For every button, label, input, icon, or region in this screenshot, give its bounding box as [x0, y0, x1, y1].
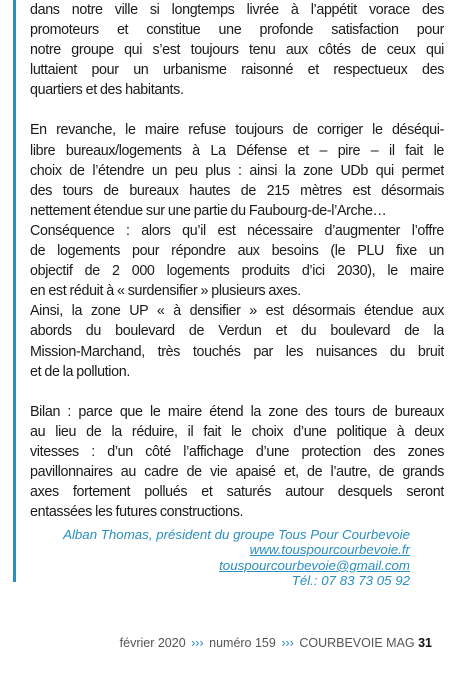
accent-side-rule: [13, 0, 16, 582]
author-credit: Alban Thomas, président du groupe Tous Pour Courbevoie: [63, 527, 410, 542]
text-line: entassées les futures constructions.: [30, 504, 244, 521]
text-line: Ainsi, la zone UP « à densifier » est désormais étendue aux: [30, 303, 444, 320]
footer-separator-icon: ›››: [191, 636, 204, 650]
text-line: vitesses : d’un côté l’affichage d’une protection des zones: [30, 443, 444, 460]
text-line: axes fortement pollués et saturés autour desquels seront: [30, 484, 444, 501]
text-line: en est réduit à « surdensifier » plusieurs axes.: [30, 283, 301, 300]
text-line: et de la pollution.: [30, 363, 130, 380]
text-line: libre bureaux/logements à La Défense et – pire – il fait le: [30, 142, 444, 159]
website-link[interactable]: www.touspourcourbevoie.fr: [249, 542, 410, 558]
paragraph-1: [30, 0, 444, 100]
email-link[interactable]: touspourcourbevoie@gmail.com: [219, 557, 410, 573]
article-body: [30, 0, 444, 522]
text-line: des tours de bureaux hautes de 215 mètres est désormais: [30, 182, 444, 199]
text-line: notre groupe qui s’est toujours tenu aux côtés de ceux qui: [30, 42, 444, 59]
text-line: Mission-Marchand, très touchés par les nuisances du bruit: [30, 343, 444, 360]
footer-date: février 2020: [119, 636, 186, 650]
text-line: nettement étendue sur une partie du Faubourg-de-l’Arche…: [30, 202, 387, 219]
footer-issue: numéro 159: [209, 636, 276, 650]
footer-separator-icon: ›››: [281, 636, 294, 650]
text-line: au lieu de la réduire, il fait le choix d’une politique à deux: [30, 423, 444, 440]
text-line: choix de l’étendre un peu plus : ainsi la zone UDb qui permet: [30, 162, 444, 179]
text-line: quartiers et des habitants.: [30, 82, 184, 99]
paragraph-2: [30, 120, 444, 381]
signature-block: [30, 527, 410, 589]
page-footer: [120, 636, 432, 650]
paragraph-3: [30, 402, 444, 523]
footer-magazine: COURBEVOIE MAG: [299, 636, 415, 650]
paragraph-gap: [30, 100, 444, 120]
paragraph-gap: [30, 382, 444, 402]
text-line: Bilan : parce que le maire étend la zone des tours de bureaux: [30, 403, 444, 420]
page-number: 31: [418, 636, 432, 650]
text-line: En revanche, le maire refuse toujours de corriger le déséqui-: [30, 122, 444, 139]
text-line: Conséquence : alors qu’il est nécessaire d’augmenter l’offre: [30, 222, 444, 239]
text-line: objectif de 2 000 logements produits d’ici 2030), le maire: [30, 263, 444, 280]
text-line: luttaient pour un urbanisme raisonné et respectueux des: [30, 62, 444, 79]
phone-number: Tél.: 07 83 73 05 92: [291, 573, 410, 589]
text-line: de logements pour répondre aux besoins (le PLU fixe un: [30, 243, 444, 260]
text-line: dans notre ville si longtemps livrée à l’appétit vorace des: [30, 2, 444, 18]
text-line: promoteurs et constitue une profonde satisfaction pour: [30, 22, 444, 39]
text-line: abords du boulevard de Verdun et du boulevard de la: [30, 323, 444, 340]
text-line: pavillonnaires au cadre de vie apaisé et, de l’autre, de grands: [30, 463, 444, 480]
